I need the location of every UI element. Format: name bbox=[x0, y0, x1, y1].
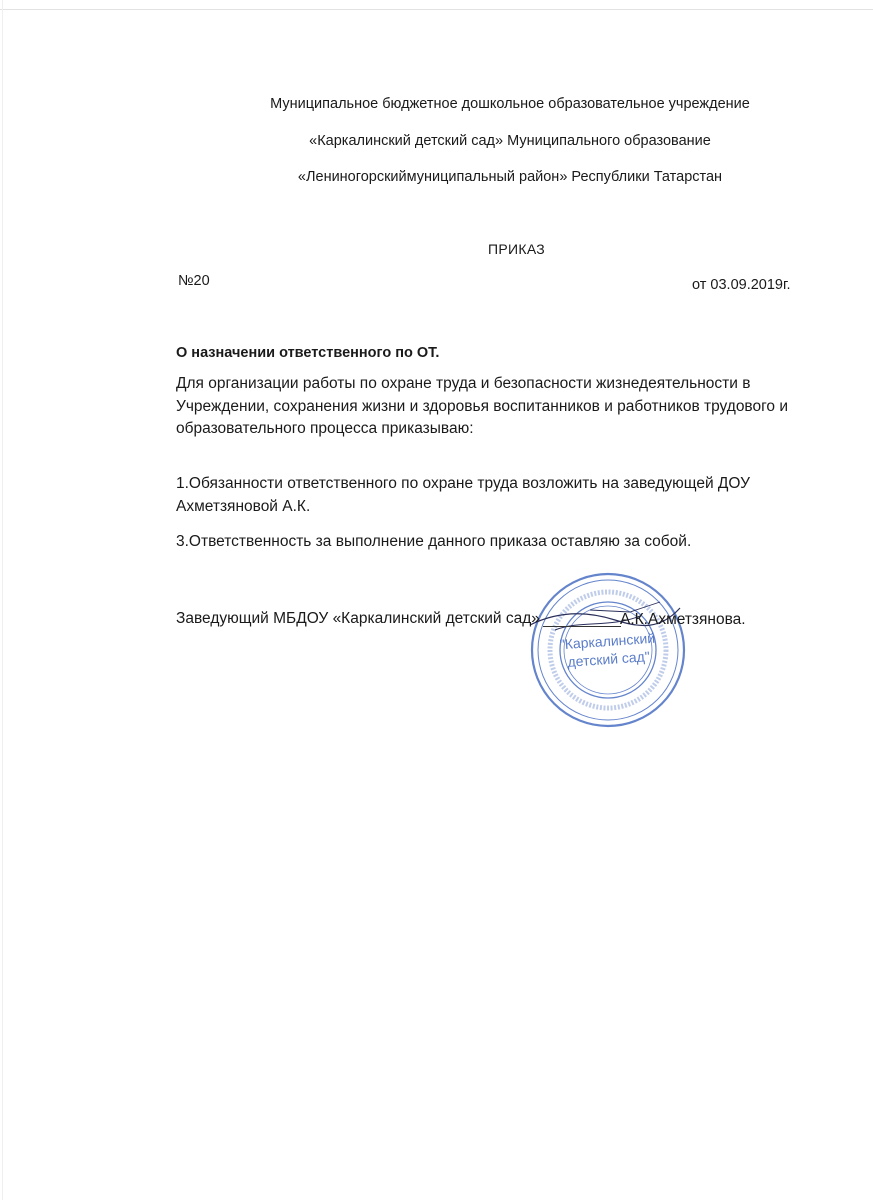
order-item-1: 1.Обязанности ответственного по охране труда возложить на заведующей ДОУ Ахметзяновой А.К. bbox=[176, 475, 750, 515]
order-item-3: 3.Ответственность за выполнение данного приказа оставляю за собой. bbox=[176, 533, 692, 550]
order-subject: О назначении ответственного по ОТ. bbox=[176, 345, 440, 361]
document-title: ПРИКАЗ bbox=[488, 241, 546, 257]
order-number: №20 bbox=[178, 273, 210, 289]
org-name-line-2: «Каркалинский детский сад» Муниципального образование bbox=[309, 133, 711, 149]
signature-position: Заведующий МБДОУ «Каркалинский детский сад» bbox=[176, 610, 540, 627]
signature-underline bbox=[543, 626, 621, 627]
scan-left-edge bbox=[2, 0, 3, 1200]
order-date: от 03.09.2019г. bbox=[692, 277, 791, 293]
org-name-line-3: «Лениногорскиймуниципальный район» Республики Татарстан bbox=[297, 169, 723, 185]
stamp-text-line-2: детский сад" bbox=[567, 648, 651, 670]
stamp-text-line-1: "Каркалинский bbox=[559, 629, 656, 653]
intro-paragraph: Для организации работы по охране труда и безопасности жизнедеятельности в Учреждении, сохранения жизни и здоровья воспитанников и работников трудового и образовательного процесса приказываю: bbox=[176, 375, 789, 437]
org-name-line-1: Муниципальное бюджетное дошкольное образовательное учреждение bbox=[270, 96, 750, 112]
signatory-name: А.К.Ахметзянова. bbox=[620, 611, 746, 628]
scan-top-edge bbox=[0, 9, 873, 10]
